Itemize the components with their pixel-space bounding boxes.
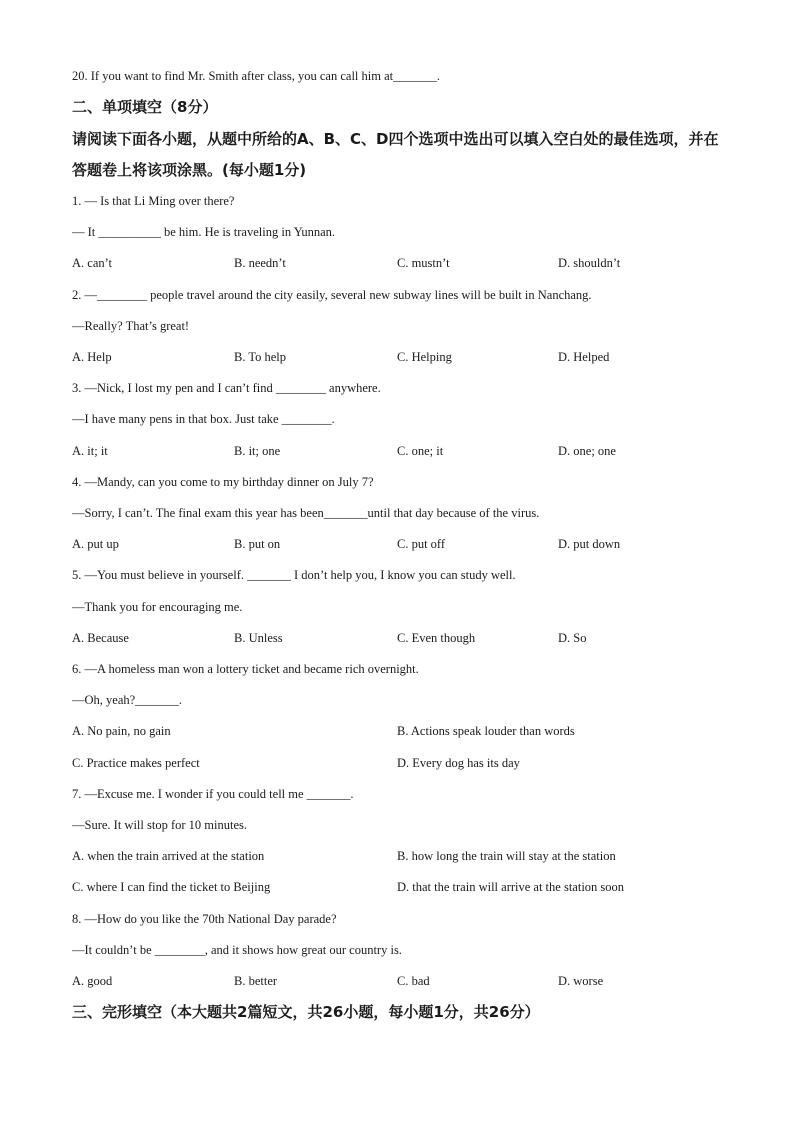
q3-option-a: A. it; it bbox=[72, 444, 108, 458]
q1-option-d: D. shouldn’t bbox=[558, 256, 621, 270]
q3-option-b: B. it; one bbox=[234, 444, 281, 458]
q4-line-2: —Sorry, I can’t. The final exam this year has been_______until that day because of the virus. bbox=[72, 506, 540, 520]
q2-line-2: —Really? That’s great! bbox=[72, 319, 190, 333]
q2-option-b: B. To help bbox=[234, 350, 287, 364]
q4-option-c: C. put off bbox=[397, 537, 446, 551]
q2-line-1: 2. —________ people travel around the city easily, several new subway lines will be built in Nanchang. bbox=[72, 288, 592, 302]
q4-option-b: B. put on bbox=[234, 537, 281, 551]
q2-option-a: A. Help bbox=[72, 350, 112, 364]
q2-option-c: C. Helping bbox=[397, 350, 452, 364]
section-2-title: 二、单项填空（8分） bbox=[72, 98, 218, 116]
q5-option-b: B. Unless bbox=[234, 631, 283, 645]
q1-line-1: 1. — Is that Li Ming over there? bbox=[72, 194, 235, 208]
q4-line-1: 4. —Mandy, can you come to my birthday dinner on July 7? bbox=[72, 475, 374, 489]
q7-line-1: 7. —Excuse me. I wonder if you could tell me _______. bbox=[72, 787, 354, 801]
section-3-title: 三、完形填空（本大题共2篇短文，共26小题，每小题1分，共26分） bbox=[72, 1003, 540, 1021]
q8-option-a: A. good bbox=[72, 974, 113, 988]
q2-option-d: D. Helped bbox=[558, 350, 610, 364]
q8-line-2: —It couldn’t be ________, and it shows how great our country is. bbox=[72, 943, 402, 957]
q6-line-1: 6. —A homeless man won a lottery ticket and became rich overnight. bbox=[72, 662, 419, 676]
q8-option-d: D. worse bbox=[558, 974, 604, 988]
q6-option-c: C. Practice makes perfect bbox=[72, 756, 200, 770]
q5-option-a: A. Because bbox=[72, 631, 129, 645]
q8-line-1: 8. —How do you like the 70th National Day parade? bbox=[72, 912, 337, 926]
q5-line-1: 5. —You must believe in yourself. _______ I don’t help you, I know you can study well. bbox=[72, 568, 516, 582]
q7-option-a: A. when the train arrived at the station bbox=[72, 849, 265, 863]
q5-line-2: —Thank you for encouraging me. bbox=[72, 600, 243, 614]
q1-line-2: — It __________ be him. He is traveling in Yunnan. bbox=[72, 225, 336, 239]
q6-option-a: A. No pain, no gain bbox=[72, 724, 171, 738]
q7-option-c: C. where I can find the ticket to Beijing bbox=[72, 880, 271, 894]
q8-option-c: C. bad bbox=[397, 974, 430, 988]
q7-option-b: B. how long the train will stay at the station bbox=[397, 849, 616, 863]
q3-option-c: C. one; it bbox=[397, 444, 444, 458]
q3-line-1: 3. —Nick, I lost my pen and I can’t find ________ anywhere. bbox=[72, 381, 381, 395]
q7-option-d: D. that the train will arrive at the station soon bbox=[397, 880, 625, 894]
q6-line-2: —Oh, yeah?_______. bbox=[72, 693, 183, 707]
q7-line-2: —Sure. It will stop for 10 minutes. bbox=[72, 818, 247, 832]
q4-option-a: A. put up bbox=[72, 537, 119, 551]
q1-option-b: B. needn’t bbox=[234, 256, 286, 270]
q6-option-d: D. Every dog has its day bbox=[397, 756, 520, 770]
q5-option-c: C. Even though bbox=[397, 631, 476, 645]
q5-option-d: D. So bbox=[558, 631, 587, 645]
q6-option-b: B. Actions speak louder than words bbox=[397, 724, 575, 738]
q8-option-b: B. better bbox=[234, 974, 278, 988]
question-20-text: 20. If you want to find Mr. Smith after class, you can call him at_______. bbox=[72, 69, 440, 83]
section-2-instructions: 请阅读下面各小题，从题中所给的A、B、C、D四个选项中选出可以填入空白处的最佳选项，并在答题卷上将该项涂黑。(每小题1分) bbox=[72, 130, 719, 179]
q1-option-a: A. can’t bbox=[72, 256, 113, 270]
q3-option-d: D. one; one bbox=[558, 444, 616, 458]
q3-line-2: —I have many pens in that box. Just take ________. bbox=[72, 412, 335, 426]
q4-option-d: D. put down bbox=[558, 537, 621, 551]
q1-option-c: C. mustn’t bbox=[397, 256, 450, 270]
